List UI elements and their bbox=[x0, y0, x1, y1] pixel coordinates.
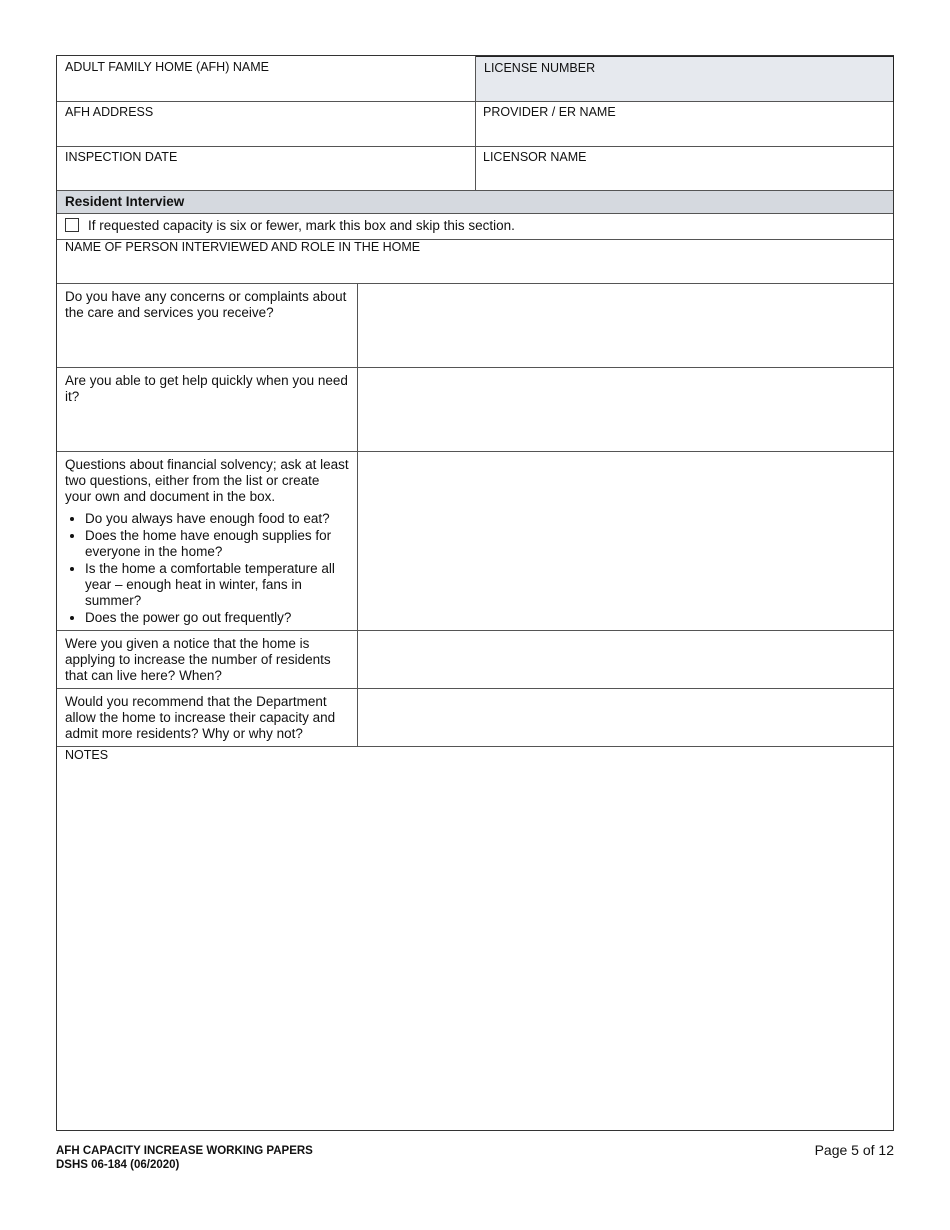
question-concerns-text: Do you have any concerns or complaints about the care and services you receive? bbox=[65, 289, 347, 320]
afh-name-field[interactable] bbox=[57, 56, 475, 101]
answer-financial-solvency[interactable] bbox=[358, 452, 893, 630]
afh-address-field[interactable] bbox=[57, 101, 475, 146]
provider-name-field[interactable] bbox=[475, 101, 894, 146]
question-notice-given-text: Were you given a notice that the home is applying to increase the number of residents that can live here? When? bbox=[65, 636, 331, 683]
afh-name-label: ADULT FAMILY HOME (AFH) NAME bbox=[65, 60, 269, 74]
answer-recommend-increase[interactable] bbox=[358, 689, 893, 746]
afh-address-label: AFH ADDRESS bbox=[65, 105, 154, 119]
question-concerns bbox=[57, 284, 357, 367]
license-number-label: LICENSE NUMBER bbox=[484, 61, 596, 75]
interviewee-label: NAME OF PERSON INTERVIEWED AND ROLE IN THE HOME bbox=[65, 240, 421, 254]
column-divider bbox=[357, 284, 358, 746]
question-recommend-increase-text: Would you recommend that the Department allow the home to increase their capacity and admit more residents? Why or why not? bbox=[65, 694, 336, 741]
list-item: • Does the home have enough supplies for everyone in the home? bbox=[85, 528, 349, 560]
list-item: • Does the power go out frequently? bbox=[85, 610, 349, 626]
notes-label: NOTES bbox=[65, 748, 109, 762]
skip-section-checkbox[interactable] bbox=[65, 218, 79, 232]
form-footer bbox=[56, 1144, 313, 1172]
question-recommend-increase bbox=[57, 689, 357, 746]
skip-section-label: If requested capacity is six or fewer, mark this box and skip this section. bbox=[88, 218, 515, 233]
question-help-quickly bbox=[57, 368, 357, 451]
form-number: DSHS 06-184 (06/2020) bbox=[56, 1159, 180, 1171]
interviewee-field[interactable] bbox=[57, 238, 893, 283]
license-number-field[interactable] bbox=[475, 56, 894, 102]
section-title: Resident Interview bbox=[65, 194, 185, 209]
financial-question-list bbox=[65, 511, 349, 626]
section-header bbox=[57, 191, 893, 213]
question-financial-solvency bbox=[57, 452, 357, 630]
provider-name-label: PROVIDER / ER NAME bbox=[483, 105, 616, 119]
inspection-form bbox=[56, 55, 894, 1131]
question-notice-given bbox=[57, 631, 357, 688]
question-financial-intro: Questions about financial solvency; ask at least two questions, either from the list or create your own and document in the box. bbox=[65, 457, 349, 504]
answer-notice-given[interactable] bbox=[358, 631, 893, 688]
inspection-date-field[interactable] bbox=[57, 146, 475, 190]
list-item: • Is the home a comfortable temperature all year – enough heat in winter, fans in summer? bbox=[85, 561, 349, 609]
form-title: AFH CAPACITY INCREASE WORKING PAPERS bbox=[56, 1145, 313, 1157]
column-divider bbox=[475, 56, 476, 190]
licensor-name-label: LICENSOR NAME bbox=[483, 150, 587, 164]
list-item: • Do you always have enough food to eat? bbox=[85, 511, 349, 527]
page-number: Page 5 of 12 bbox=[814, 1142, 894, 1158]
skip-section-row bbox=[57, 214, 893, 238]
question-help-quickly-text: Are you able to get help quickly when you need it? bbox=[65, 373, 348, 404]
licensor-name-field[interactable] bbox=[475, 146, 894, 190]
notes-field[interactable] bbox=[57, 746, 893, 1130]
answer-concerns[interactable] bbox=[358, 284, 893, 367]
inspection-date-label: INSPECTION DATE bbox=[65, 150, 178, 164]
answer-help-quickly[interactable] bbox=[358, 368, 893, 451]
